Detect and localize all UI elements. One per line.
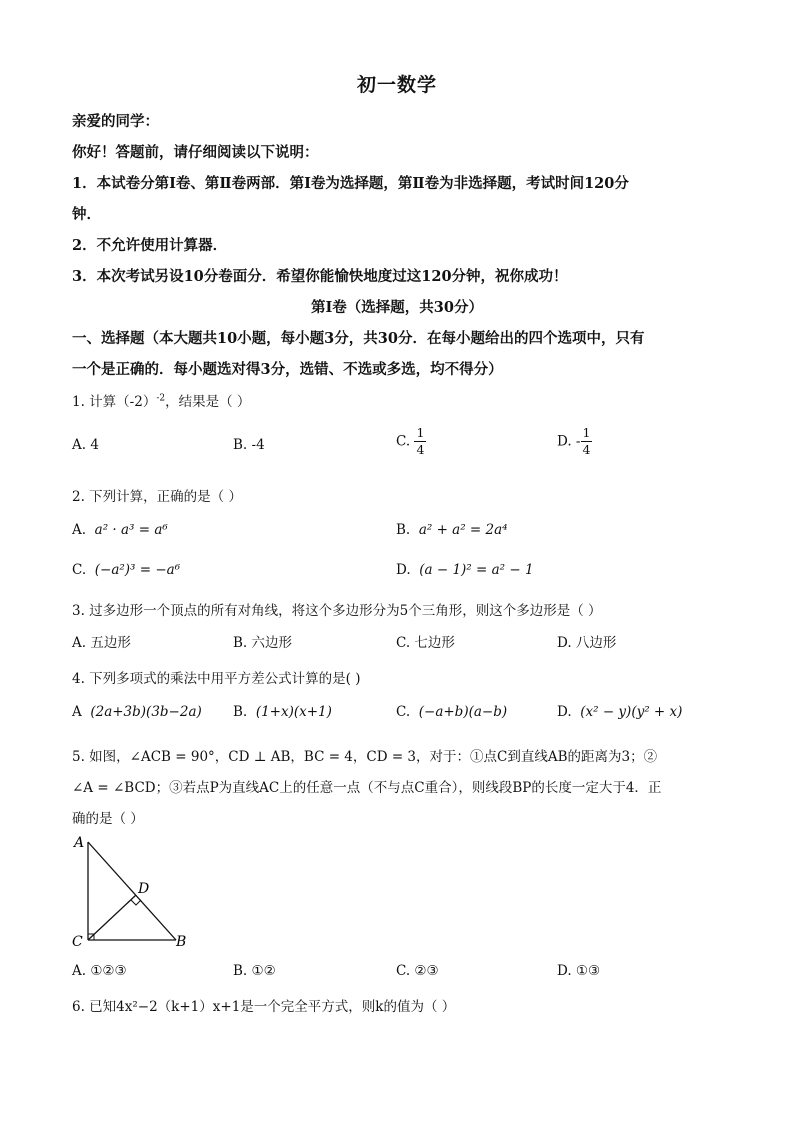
vertex-label-c: C <box>72 934 83 950</box>
triangle-figure <box>66 830 196 955</box>
right-angle-mark-d <box>131 900 141 905</box>
page-title: 初一数学 <box>356 74 437 96</box>
question-1-option-c: C. $\frac{1}{4}$ <box>396 425 425 457</box>
question-4-option-c: C. (−a+b)(a−b) <box>396 704 508 720</box>
question-2-option-b: B. a² + a² = 2a⁴ <box>396 522 508 538</box>
side-ab <box>88 842 176 940</box>
vertex-label-b: B <box>176 934 187 950</box>
question-1-option-b: B. -4 <box>233 437 265 453</box>
question-2-stem: 2. 下列计算，正确的是（ ） <box>72 489 242 505</box>
question-2-option-c: C. (−a²)³ = −a⁶ <box>72 562 181 578</box>
rule-3: 3．本次考试另设10分卷面分．希望你能愉快地度过这120分钟，祝你成功！ <box>72 268 568 285</box>
segment-cd <box>88 895 136 940</box>
question-1-stem: 1. 计算$(-2)^{-2}$，结果是（ ） <box>72 393 251 410</box>
rule-1-line-2: 钟． <box>72 206 101 223</box>
greeting: 亲爱的同学： <box>72 113 159 130</box>
vertex-label-d: D <box>138 881 150 897</box>
fraction: $\frac{1}{4}$ <box>582 425 591 457</box>
question-6-stem: 6. 已知4x²−2（k+1）x+1是一个完全平方式，则k的值为（ ） <box>72 999 456 1015</box>
vertex-label-a: A <box>74 835 85 851</box>
question-2-option-d: D. (a − 1)² = a² − 1 <box>396 562 534 578</box>
question-3-option-d: D. 八边形 <box>557 635 617 651</box>
question-5-line-1: 5. 如图，∠ACB = 90°，CD ⊥ AB，BC = 4，CD = 3，对于：①点C到直线AB的距离为3；② <box>72 749 658 765</box>
question-5-line-2: ∠A = ∠BCD；③若点P为直线AC上的任意一点（不与点C重合），则线段BP的长度一定大于4．正 <box>72 780 662 796</box>
question-5-line-3: 确的是（ ） <box>72 811 144 827</box>
question-2-option-a: A. a² · a³ = a⁶ <box>72 522 168 538</box>
question-5-option-b: B. ①② <box>233 963 276 979</box>
rule-2: 2．不允许使用计算器． <box>72 237 228 254</box>
question-5-option-a: A. ①②③ <box>72 963 127 979</box>
intro-hello: 你好！答题前，请仔细阅读以下说明： <box>72 144 319 161</box>
section-heading: 第Ⅰ卷（选择题，共30分） <box>311 299 483 316</box>
question-3-option-c: C. 七边形 <box>396 635 455 651</box>
question-1-option-d: D. - $\frac{1}{4}$ <box>557 425 591 457</box>
question-3-option-a: A. 五边形 <box>72 635 131 651</box>
question-3-stem: 3. 过多边形一个顶点的所有对角线，将这个多边形分为5个三角形，则这个多边形是（ ） <box>72 603 602 619</box>
question-5-option-c: C. ②③ <box>396 963 439 979</box>
question-5-option-d: D. ①③ <box>557 963 601 979</box>
section-instruction-2: 一个是正确的．每小题选对得3分，选错、不选或多选，均不得分） <box>72 361 503 378</box>
rule-1-line-1: 1．本试卷分第Ⅰ卷、第Ⅱ卷两部．第Ⅰ卷为选择题，第Ⅱ卷为非选择题，考试时间120分 <box>72 175 629 192</box>
section-instruction-1: 一、选择题（本大题共10小题，每小题3分，共30分．在每小题给出的四个选项中，只有 <box>72 330 645 347</box>
question-4-option-a: A (2a+3b)(3b−2a) <box>72 704 202 720</box>
question-1-option-a: A. 4 <box>72 437 99 453</box>
question-4-option-b: B. (1+x)(x+1) <box>233 704 332 720</box>
question-4-stem: 4. 下列多项式的乘法中用平方差公式计算的是( ) <box>72 671 361 687</box>
question-3-option-b: B. 六边形 <box>233 635 293 651</box>
fraction: $\frac{1}{4}$ <box>416 425 425 457</box>
question-4-option-d: D. (x² − y)(y² + x) <box>557 704 683 720</box>
